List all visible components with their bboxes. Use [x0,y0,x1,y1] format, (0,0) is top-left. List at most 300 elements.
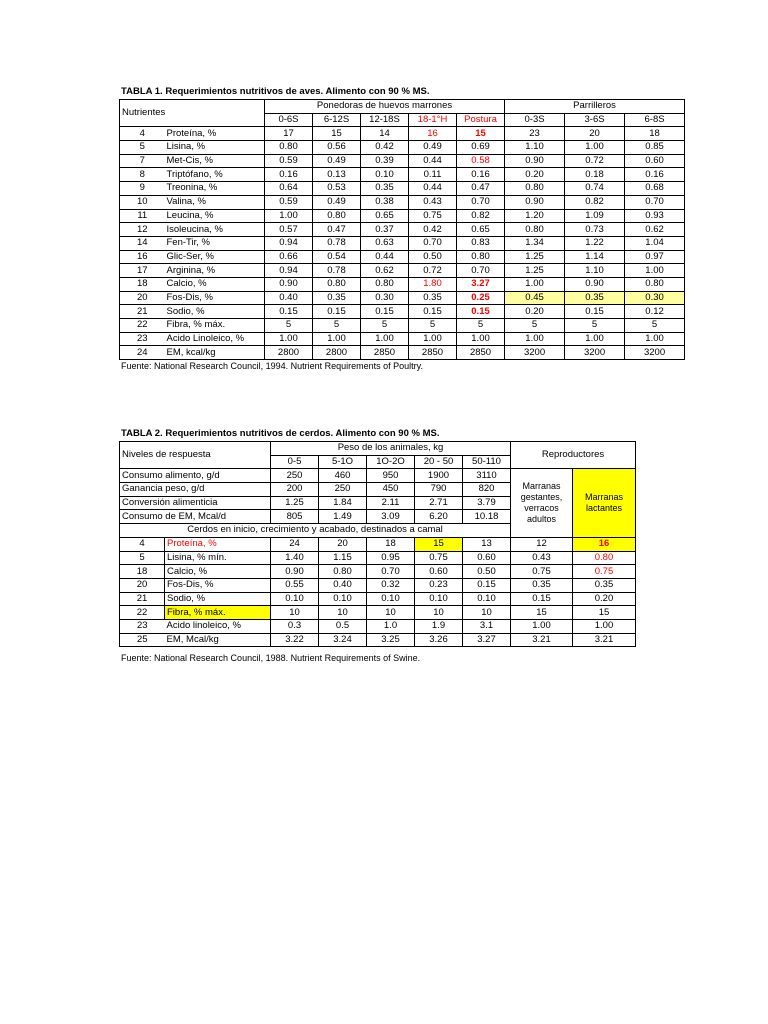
header-row-1 [120,100,685,114]
response-name: Ganancia peso, g/d [120,483,271,497]
cell: 250 [271,469,319,483]
cell: 1.00 [625,264,685,278]
group-header-parrilleros: Parrilleros [505,100,685,114]
cell: 1.00 [505,332,565,346]
cell: 24 [271,537,319,551]
cell: 0.38 [361,195,409,209]
cell: 1.00 [565,332,625,346]
cell: 0.70 [457,264,505,278]
cell: 0.12 [625,305,685,319]
cell: 15 [313,127,361,141]
cell: 1.00 [457,332,505,346]
nutrient-name: EM, kcal/kg [165,346,265,360]
cell: 0.45 [505,291,565,305]
cell: 10 [271,606,319,620]
nutrient-name: Proteína, % [165,537,271,551]
row-number: 23 [120,619,165,633]
nutrient-name: Acido Linoleico, % [165,332,265,346]
cell: 0.25 [457,291,505,305]
cell: 0.60 [625,154,685,168]
cell: 0.15 [565,305,625,319]
repro-cell: 15 [573,606,636,620]
cell: 0.80 [505,182,565,196]
repro-lactantes-label: Marranas lactantes [584,492,623,514]
cell: 0.57 [265,223,313,237]
table-row [120,223,685,237]
table-row [120,195,685,209]
repro-cell: 15 [511,606,573,620]
cell: 0.44 [409,154,457,168]
cell: 5 [265,319,313,333]
table-row [120,332,685,346]
cell: 0.30 [625,291,685,305]
cell: 0.16 [625,168,685,182]
cell: 1.80 [409,277,457,291]
cell: 0.59 [265,154,313,168]
cell: 5 [457,319,505,333]
cell: 1.25 [271,496,319,510]
cell: 0.35 [565,291,625,305]
nutrient-name: Arginina, % [165,264,265,278]
cell: 0.59 [265,195,313,209]
cell: 0.37 [361,223,409,237]
cell: 0.80 [457,250,505,264]
cell: 17 [265,127,313,141]
table-row [120,346,685,360]
nutrient-name: Leucina, % [165,209,265,223]
nutrient-name: Triptófano, % [165,168,265,182]
cell: 3.1 [463,619,511,633]
cell: 0.97 [625,250,685,264]
col-header-nutrientes: Nutrientes [120,100,265,127]
cell: 2850 [409,346,457,360]
cell: 0.10 [463,592,511,606]
cell: 0.44 [409,182,457,196]
cell: 3200 [505,346,565,360]
cell: 0.15 [265,305,313,319]
cell: 0.5 [319,619,367,633]
table-row [120,578,636,592]
cell: 3200 [565,346,625,360]
response-name: Conversión alimenticia [120,496,271,510]
cell: 20 [319,537,367,551]
table-row [120,250,685,264]
row-number: 24 [120,346,165,360]
table2-caption: TABLA 2. Requerimientos nutritivos de cerdos. Alimento con 90 % MS. [121,428,440,439]
cell: 2850 [457,346,505,360]
cell: 0.65 [361,209,409,223]
table-row [120,236,685,250]
cell: 0.49 [409,141,457,155]
row-number: 10 [120,195,165,209]
cell: 2.11 [367,496,415,510]
cell: 1.14 [565,250,625,264]
nutrient-name: Acido linoleico, % [165,619,271,633]
subheader: 6-8S [625,113,685,127]
cell: 5 [625,319,685,333]
cell: 0.78 [313,236,361,250]
cell: 0.39 [361,154,409,168]
cell: 5 [313,319,361,333]
nutrient-name: Fibra, % máx. [165,606,271,620]
row-number: 12 [120,223,165,237]
header-row-1 [120,442,636,456]
table1-caption: TABLA 1. Requerimientos nutritivos de aves. Alimento con 90 % MS. [121,86,430,97]
cell: 0.72 [565,154,625,168]
cell: 6.20 [415,510,463,524]
cell: 5 [565,319,625,333]
table-row [120,291,685,305]
table-row [120,305,685,319]
subheader: 5-1O [319,455,367,469]
row-number: 5 [120,141,165,155]
cell: 0.47 [313,223,361,237]
cell: 0.62 [625,223,685,237]
cell: 0.68 [625,182,685,196]
cell: 23 [505,127,565,141]
row-number: 4 [120,127,165,141]
table-row [120,469,636,483]
table2-source: Fuente: National Research Council, 1988. Nutrient Requirements of Swine. [121,653,421,663]
cell: 0.80 [313,277,361,291]
repro-cell: 0.43 [511,551,573,565]
cell: 0.90 [505,195,565,209]
nutrient-name: Proteína, % [165,127,265,141]
cell: 3.26 [415,633,463,647]
repro-cell: 0.80 [573,551,636,565]
cell: 0.13 [313,168,361,182]
cell: 0.10 [361,168,409,182]
cell: 805 [271,510,319,524]
cell: 0.32 [367,578,415,592]
table-row [120,551,636,565]
table-row [120,209,685,223]
cell: 0.11 [409,168,457,182]
cell: 3.79 [463,496,511,510]
cell: 0.10 [415,592,463,606]
cell: 3.22 [271,633,319,647]
cell: 10 [319,606,367,620]
cell: 0.73 [565,223,625,237]
cell: 0.44 [361,250,409,264]
cell: 0.70 [625,195,685,209]
cell: 0.69 [457,141,505,155]
cell: 0.40 [265,291,313,305]
cell: 0.80 [265,141,313,155]
row-number: 8 [120,168,165,182]
cell: 0.47 [457,182,505,196]
repro-cell: 0.75 [511,565,573,579]
cell: 0.70 [367,565,415,579]
repro-cell: 0.35 [573,578,636,592]
response-name: Consumo de EM, Mcal/d [120,510,271,524]
nutrient-name: Fos-Dis, % [165,578,271,592]
nutrient-name: Isoleucina, % [165,223,265,237]
cell: 0.43 [409,195,457,209]
cell: 1.34 [505,236,565,250]
cell: 0.20 [505,305,565,319]
repro-gestantes-header [511,469,573,537]
nutrient-name: Lisina, % [165,141,265,155]
table-row [120,182,685,196]
cell: 18 [367,537,415,551]
cell: 3.27 [463,633,511,647]
row-number: 20 [120,578,165,592]
cell: 0.58 [457,154,505,168]
cell: 0.40 [319,578,367,592]
table-row [120,127,685,141]
cell: 0.42 [361,141,409,155]
cell: 0.80 [625,277,685,291]
table-row [120,606,636,620]
cell: 0.80 [505,223,565,237]
group-header-peso: Peso de los animales, kg [271,442,511,456]
table-row [120,633,636,647]
cell: 950 [367,469,415,483]
row-number: 25 [120,633,165,647]
subheader: 0-3S [505,113,565,127]
cell: 0.54 [313,250,361,264]
subheader: 18-1°H [409,113,457,127]
cell: 0.50 [463,565,511,579]
repro-cell: 0.35 [511,578,573,592]
cell: 10.18 [463,510,511,524]
table-row [120,619,636,633]
table-row [120,154,685,168]
cell: 15 [457,127,505,141]
nutrient-name: Sodio, % [165,592,271,606]
table-row [120,537,636,551]
row-number: 18 [120,277,165,291]
row-number: 22 [120,319,165,333]
cell: 0.49 [313,154,361,168]
nutrient-name: Treonina, % [165,182,265,196]
row-number: 11 [120,209,165,223]
cell: 1.00 [505,277,565,291]
cell: 0.85 [625,141,685,155]
repro-cell: 16 [573,537,636,551]
cell: 0.18 [565,168,625,182]
cell: 0.15 [457,305,505,319]
row-number: 17 [120,264,165,278]
nutrient-name: Calcio, % [165,565,271,579]
table-row [120,264,685,278]
cell: 0.3 [271,619,319,633]
cell: 0.35 [409,291,457,305]
nutrient-name: Fen-Tir, % [165,236,265,250]
table-row [120,565,636,579]
cell: 790 [415,483,463,497]
cell: 5 [361,319,409,333]
cell: 10 [415,606,463,620]
cell: 0.10 [319,592,367,606]
cell: 14 [361,127,409,141]
cell: 0.82 [457,209,505,223]
cell: 0.60 [415,565,463,579]
cell: 3110 [463,469,511,483]
subheader: 3-6S [565,113,625,127]
cell: 10 [367,606,415,620]
subheader: 1O-2O [367,455,415,469]
cell: 0.55 [271,578,319,592]
row-number: 14 [120,236,165,250]
cell: 0.95 [367,551,415,565]
cell: 2800 [313,346,361,360]
cell: 1.00 [625,332,685,346]
cell: 1900 [415,469,463,483]
cell: 1.00 [313,332,361,346]
cell: 0.16 [265,168,313,182]
cell: 0.75 [409,209,457,223]
cell: 1.84 [319,496,367,510]
cell: 0.75 [415,551,463,565]
table-row [120,277,685,291]
cell: 0.80 [319,565,367,579]
cell: 0.78 [313,264,361,278]
repro-cell: 0.15 [511,592,573,606]
nutrient-name: Sodio, % [165,305,265,319]
row-number: 16 [120,250,165,264]
subheader: 50-110 [463,455,511,469]
row-number: 20 [120,291,165,305]
cell: 200 [271,483,319,497]
group-header-reproductores: Reproductores [511,442,636,469]
group-header-ponedoras: Ponedoras de huevos marrones [265,100,505,114]
cell: 0.15 [409,305,457,319]
cell: 0.42 [409,223,457,237]
cell: 15 [415,537,463,551]
repro-gestantes-label: Marranas gestantes, verracos adultos [520,481,563,525]
cell: 0.65 [457,223,505,237]
cell: 1.49 [319,510,367,524]
cell: 0.94 [265,264,313,278]
row-number: 9 [120,182,165,196]
nutrient-name: Met-Cis, % [165,154,265,168]
cell: 0.20 [505,168,565,182]
subheader: 20 - 50 [415,455,463,469]
nutrient-name: Valina, % [165,195,265,209]
cell: 0.80 [313,209,361,223]
cell: 0.16 [457,168,505,182]
cell: 0.90 [565,277,625,291]
cell: 0.90 [271,565,319,579]
repro-cell: 0.20 [573,592,636,606]
response-name: Consumo alimento, g/d [120,469,271,483]
cell: 0.53 [313,182,361,196]
cell: 1.22 [565,236,625,250]
cell: 0.50 [409,250,457,264]
row-number: 23 [120,332,165,346]
cell: 0.90 [505,154,565,168]
repro-cell: 1.00 [511,619,573,633]
row-number: 21 [120,305,165,319]
repro-cell: 12 [511,537,573,551]
nutrient-name: Calcio, % [165,277,265,291]
cell: 0.64 [265,182,313,196]
cell: 1.20 [505,209,565,223]
row-number: 4 [120,537,165,551]
cell: 0.60 [463,551,511,565]
repro-lactantes-header [573,469,636,537]
subheader: 0-5 [271,455,319,469]
cell: 20 [565,127,625,141]
row-number: 18 [120,565,165,579]
cell: 3.27 [457,277,505,291]
cell: 1.15 [319,551,367,565]
cell: 3.09 [367,510,415,524]
table-row [120,319,685,333]
cell: 0.10 [271,592,319,606]
poultry-requirements-table [119,99,685,360]
cell: 0.35 [361,182,409,196]
cell: 0.63 [361,236,409,250]
cell: 2.71 [415,496,463,510]
cell: 0.15 [361,305,409,319]
cell: 1.40 [271,551,319,565]
cell: 0.62 [361,264,409,278]
cell: 820 [463,483,511,497]
cell: 13 [463,537,511,551]
cell: 0.30 [361,291,409,305]
cell: 0.72 [409,264,457,278]
table1-source: Fuente: National Research Council, 1994. Nutrient Requirements of Poultry. [121,361,423,371]
cell: 3.24 [319,633,367,647]
cell: 3.25 [367,633,415,647]
cell: 0.90 [265,277,313,291]
cell: 1.00 [265,209,313,223]
cell: 1.00 [565,141,625,155]
cell: 10 [463,606,511,620]
cell: 1.9 [415,619,463,633]
cell: 1.25 [505,250,565,264]
cell: 2800 [265,346,313,360]
cell: 0.74 [565,182,625,196]
table-row [120,168,685,182]
cell: 2850 [361,346,409,360]
nutrient-name: Fibra, % máx. [165,319,265,333]
nutrient-name: Glic-Ser, % [165,250,265,264]
cell: 1.00 [361,332,409,346]
cell: 0.15 [313,305,361,319]
nutrient-name: Lisina, % mín. [165,551,271,565]
subheader: 0-6S [265,113,313,127]
cell: 1.25 [505,264,565,278]
cell: 0.56 [313,141,361,155]
cell: 5 [505,319,565,333]
repro-cell: 3.21 [573,633,636,647]
cell: 0.83 [457,236,505,250]
cell: 1.09 [565,209,625,223]
repro-cell: 1.00 [573,619,636,633]
cell: 450 [367,483,415,497]
cell: 16 [409,127,457,141]
col-header-niveles: Niveles de respuesta [120,442,271,469]
section-label: Cerdos en inicio, crecimiento y acabado, destinados a camal [120,524,511,538]
table-row [120,141,685,155]
cell: 0.93 [625,209,685,223]
cell: 0.15 [463,578,511,592]
cell: 250 [319,483,367,497]
cell: 0.94 [265,236,313,250]
cell: 3200 [625,346,685,360]
cell: 0.23 [415,578,463,592]
row-number: 5 [120,551,165,565]
row-number: 21 [120,592,165,606]
cell: 0.70 [409,236,457,250]
cell: 0.10 [367,592,415,606]
cell: 1.0 [367,619,415,633]
row-number: 22 [120,606,165,620]
